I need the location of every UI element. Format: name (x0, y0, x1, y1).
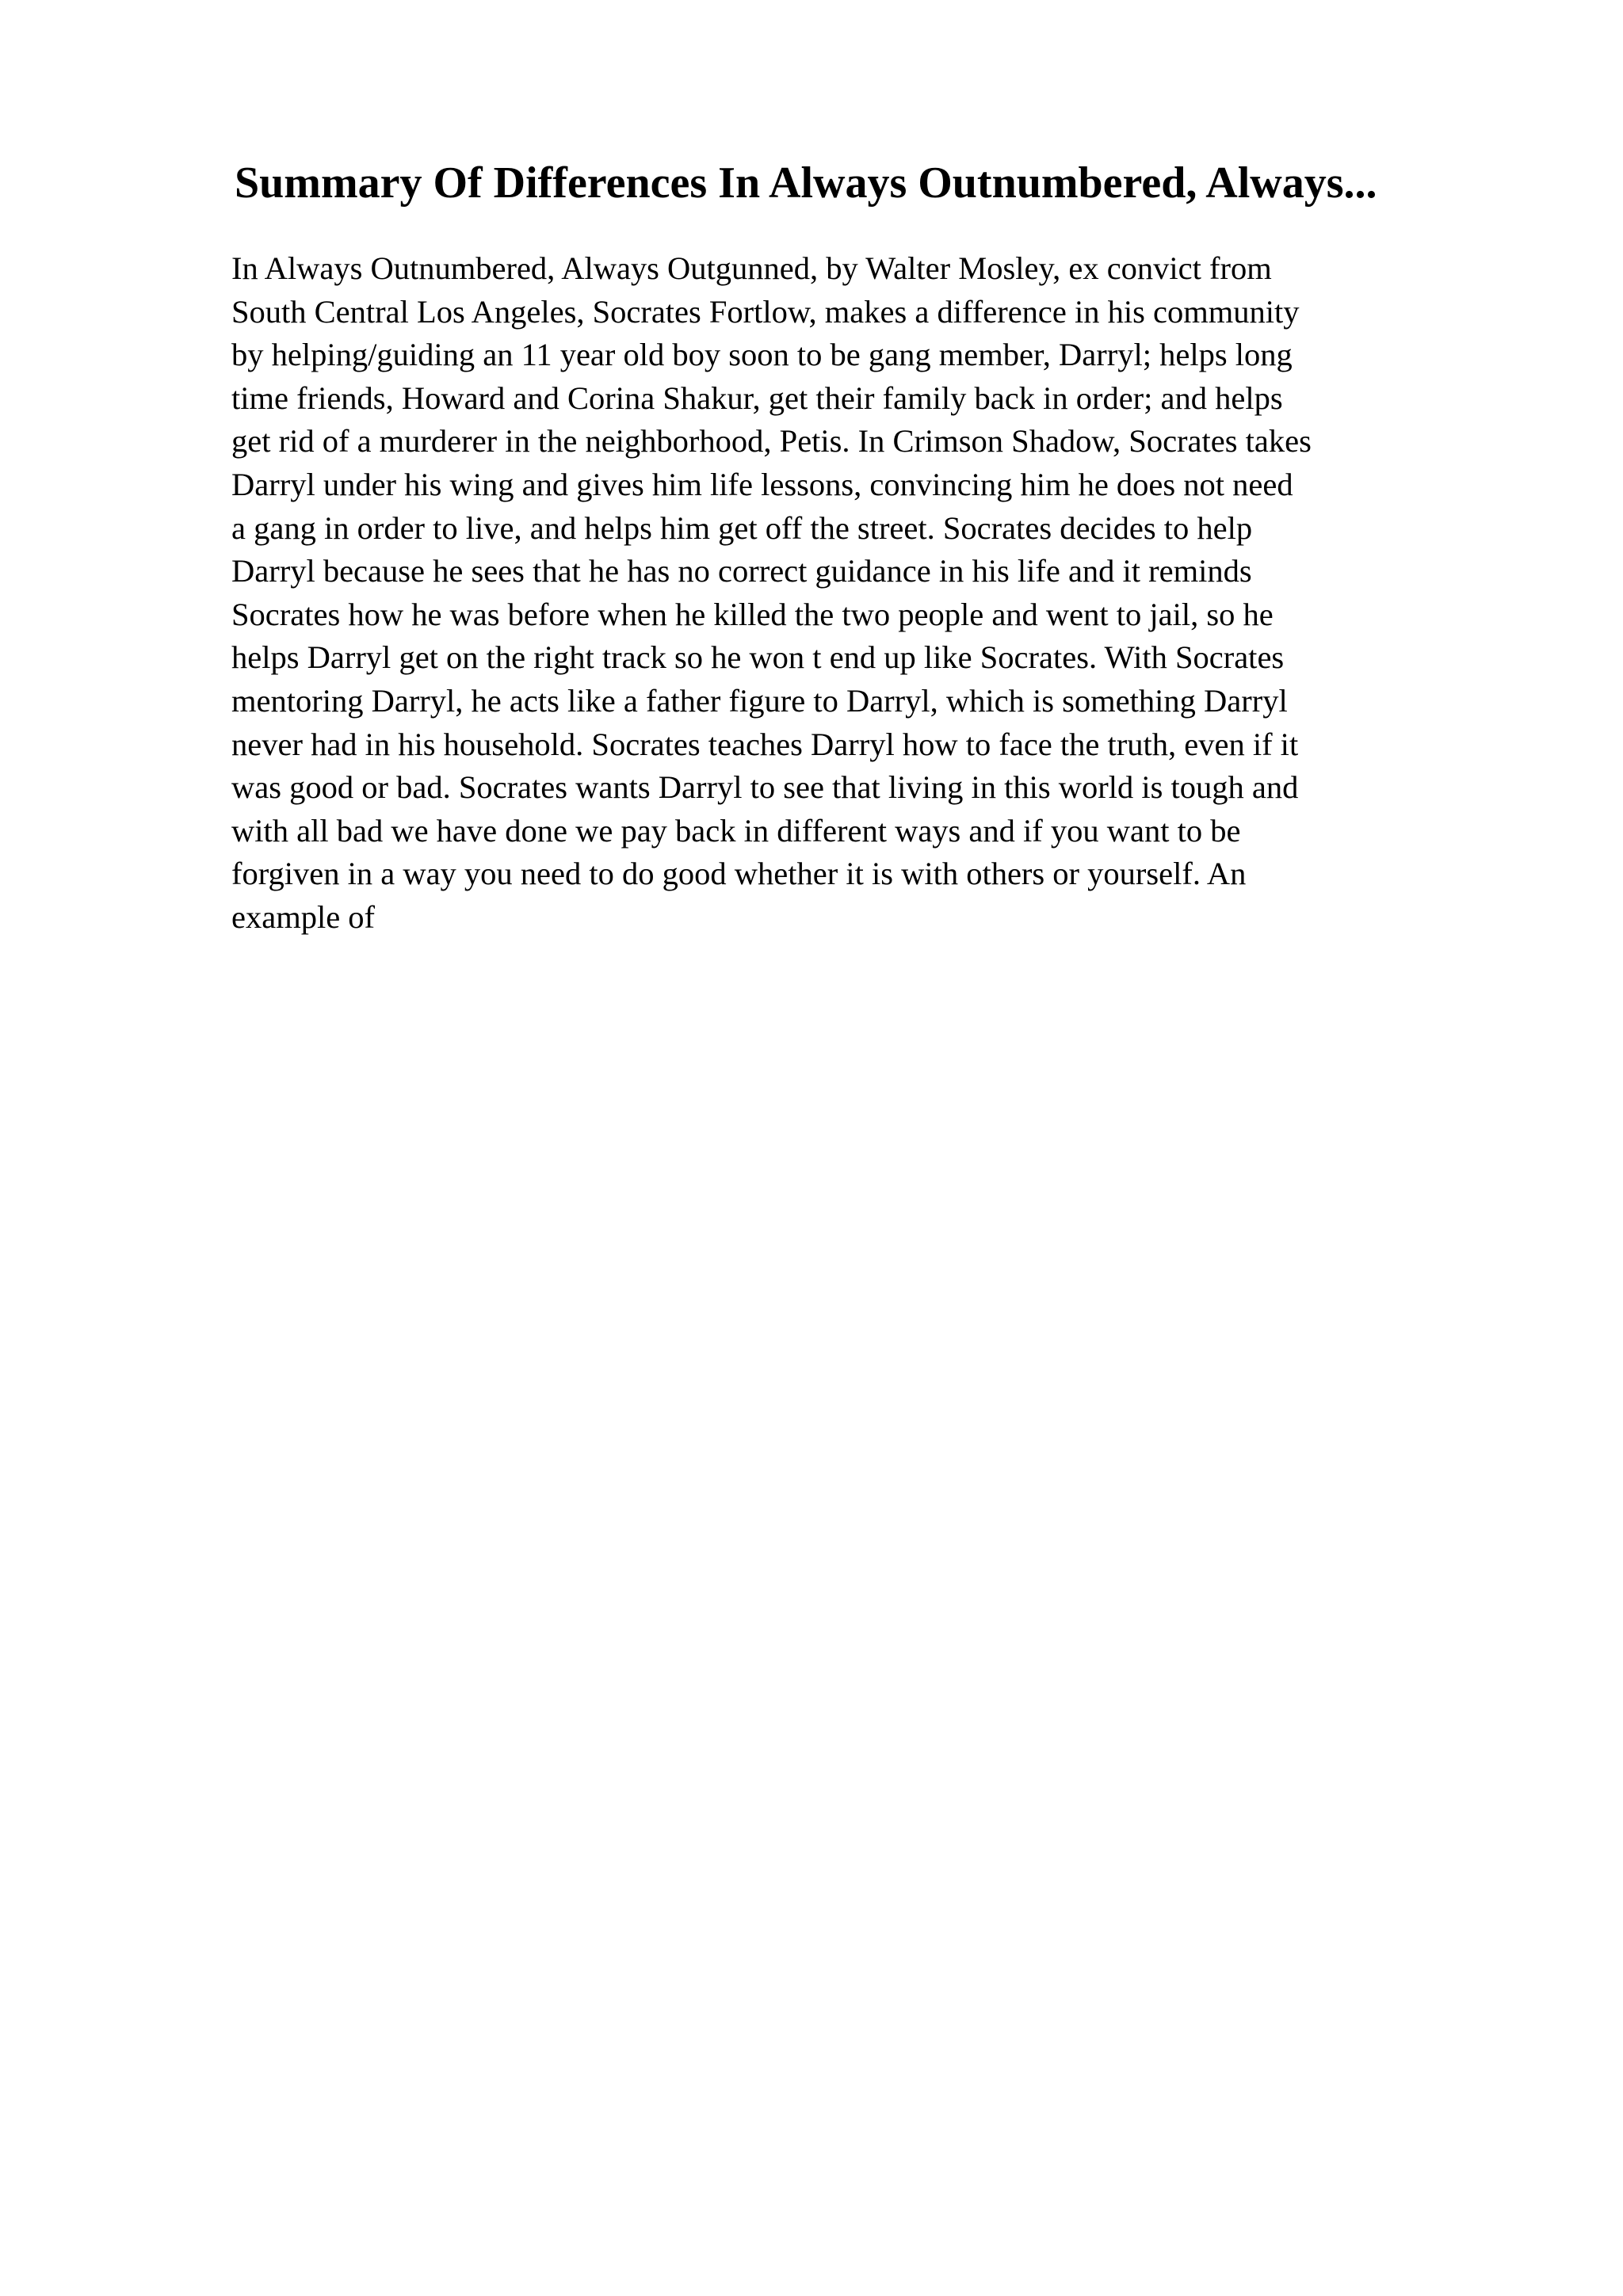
body-line: was good or bad. Socrates wants Darryl to see that living in this world is tough and (231, 769, 1299, 806)
body-line: never had in his household. Socrates teaches Darryl how to face the truth, even if it (231, 726, 1299, 762)
body-line: Darryl because he sees that he has no correct guidance in his life and it reminds (231, 553, 1252, 589)
body-line: forgiven in a way you need to do good whether it is with others or yourself. An (231, 856, 1247, 892)
body-line: helps Darryl get on the right track so he won t end up like Socrates. With Socrates (231, 639, 1285, 676)
body-paragraph (231, 247, 1499, 940)
body-line: mentoring Darryl, he acts like a father figure to Darryl, which is something Darryl (231, 682, 1288, 719)
body-line: get rid of a murderer in the neighborhood, Petis. In Crimson Shadow, Socrates takes (231, 423, 1312, 460)
body-line: Darryl under his wing and gives him life lessons, convincing him he does not need (231, 466, 1293, 502)
body-line: South Central Los Angeles, Socrates Fortlow, makes a difference in his community (231, 293, 1300, 330)
body-line: by helping/guiding an 11 year old boy soon to be gang member, Darryl; helps long (231, 337, 1293, 373)
body-line: with all bad we have done we pay back in different ways and if you want to be (231, 812, 1241, 849)
body-line: example of (231, 898, 376, 935)
body-line: time friends, Howard and Corina Shakur, get their family back in order; and helps (231, 379, 1283, 416)
body-line: Socrates how he was before when he killed the two people and went to jail, so he (231, 596, 1274, 632)
body-line: In Always Outnumbered, Always Outgunned, by Walter Mosley, ex convict from (231, 250, 1272, 286)
page-title: Summary Of Differences In Always Outnumbered, Always... (235, 158, 1377, 208)
body-line: a gang in order to live, and helps him get off the street. Socrates decides to help (231, 509, 1253, 546)
